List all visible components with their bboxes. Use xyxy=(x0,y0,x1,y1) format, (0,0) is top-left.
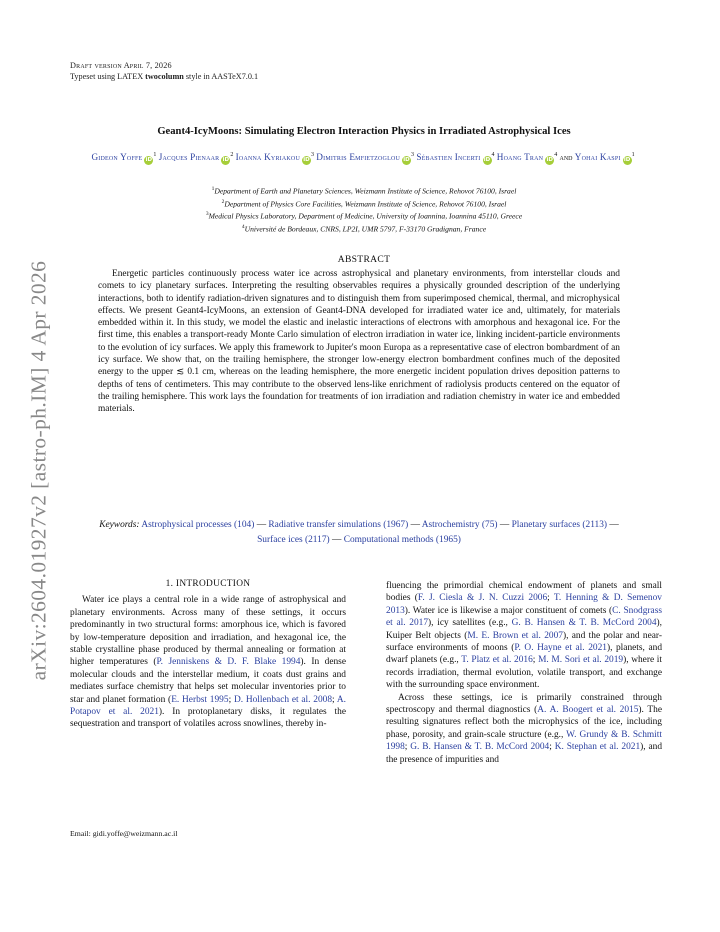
intro-paragraph-1-cont xyxy=(386,580,662,692)
abstract-text: Energetic particles continuously process water ice across astrophysical and planetary environments, from interstellar clouds and comets to icy planetary surfaces. Interpreting the resulting observables requires a physically grounded description of the underlying interactions, both to identify radiation-driven signatures and to distinguish them from superimposed chemical, thermal, and microphysical effects. We present Geant4-IcyMoons, an extension of Geant4-DNA developed for irradiated water ice and, ultimately, for materials embedded within it. In this study, we model the elastic and inelastic interactions of electrons with amorphous and hexagonal ice. For the first time, this enables a transport-ready Monte Carlo simulation of electron irradiation in water ice, linking incident-particle environments to the evolution of icy surfaces. We apply this framework to Jupiter's moon Europa as a representative case of electron bombardment of an icy surface. We show that, on the trailing hemisphere, the stronger low-energy electron bombardment confines much of the deposited energy to the upper ≲ 0.1 cm, whereas on the leading hemisphere, the more energetic incident population drives deposition patterns to depths of tens of centimeters. This may contribute to the observed lens-like enrichment of radiolysis products centered on the equator of the trailing hemisphere. This work lays the foundation for treatments of ion irradiation and radiation chemistry in water ice and embedded materials. xyxy=(98,269,620,415)
draft-date: Draft version April 7, 2026 xyxy=(70,61,172,70)
author-link[interactable]: Hoang Tran xyxy=(496,152,544,163)
citation-link[interactable]: T. Henning & D. Semenov 2013 xyxy=(386,593,662,616)
citation-link[interactable]: G. B. Hansen & T. B. McCord 2004 xyxy=(410,742,550,753)
keyword-link[interactable]: Surface ices (2117) xyxy=(257,535,330,545)
body-text: ), where it records irradiation, thermal evolution, volatile transport, and exchange with the surrounding space environment. xyxy=(386,655,663,691)
author-affiliation-mark: 3 xyxy=(310,152,314,158)
body-text: ; xyxy=(547,593,554,604)
keyword-separator: — xyxy=(497,520,512,530)
orcid-icon[interactable]: iD xyxy=(623,157,631,164)
body-text: ). In dense molecular clouds and the interstellar medium, it coats dust grains and mediates surface chemistry that helps set molecular inventories prior to star and planet formation ( xyxy=(70,657,346,705)
body-text: ), and the presence of impurities and xyxy=(386,742,663,765)
paper-title: Geant4-IcyMoons: Simulating Electron Interaction Physics in Irradiated Astrophysical Ices xyxy=(157,126,571,137)
citation-link[interactable]: K. Stephan et al. 2021 xyxy=(554,742,641,753)
orcid-icon[interactable]: iD xyxy=(483,157,491,164)
body-text: ; xyxy=(228,694,234,705)
author-link[interactable]: Sébastien Incerti xyxy=(416,152,481,163)
affiliation-text: Université de Bordeaux, CNRS, LP2I, UMR 5797, F-33170 Gradignan, France xyxy=(244,224,487,234)
author-link[interactable]: Gideon Yoffe xyxy=(91,152,143,163)
keyword-link[interactable]: Planetary surfaces (2113) xyxy=(511,520,608,530)
citation-link[interactable]: M. M. Sori et al. 2019 xyxy=(538,655,624,666)
citation-link[interactable]: A. Potapov et al. 2021 xyxy=(70,694,347,718)
orcid-icon[interactable]: iD xyxy=(403,157,410,164)
keyword-link[interactable]: Radiative transfer simulations (1967) xyxy=(268,520,409,530)
running-header xyxy=(70,60,258,82)
keyword-link[interactable]: Computational methods (1965) xyxy=(343,535,461,545)
typeset-line: Typeset using LATEX twocolumn style in AASTeX7.0.1 xyxy=(70,72,259,81)
affiliation-list xyxy=(70,184,658,234)
citation-link[interactable]: A. A. Boogert et al. 2015 xyxy=(537,705,639,716)
affiliation-text: Department of Physics Core Facilities, Weizmann Institute of Science, Rehovot 76100, Israel xyxy=(224,199,507,209)
author-link[interactable]: Yohai Kaspi xyxy=(574,152,621,163)
affiliation-line xyxy=(70,184,658,197)
left-column xyxy=(70,578,346,731)
author-link[interactable]: Jacques Pienaar xyxy=(158,152,220,163)
abstract-heading: ABSTRACT xyxy=(337,254,391,265)
author-link[interactable]: Ioanna Kyriakou xyxy=(235,152,300,163)
arxiv-id: arXiv:2604.01927v2 [astro-ph.IM] 4 Apr 2026 xyxy=(26,260,51,680)
keywords-label: Keywords: xyxy=(99,520,140,530)
keyword-link[interactable]: Astrochemistry (75) xyxy=(421,520,498,530)
body-text: ). Water ice is likewise a major constituent of comets ( xyxy=(404,605,613,616)
body-text: ), planets, and dwarf planets (e.g., xyxy=(386,643,663,666)
author-separator: and xyxy=(557,152,575,163)
affiliation-line xyxy=(70,209,658,222)
affiliation-text: Department of Earth and Planetary Sciences, Weizmann Institute of Science, Rehovot 76100, Israel xyxy=(214,186,517,196)
affiliation-mark: 1 xyxy=(211,186,215,192)
corresponding-email: Email: gidi.yoffe@weizmann.ac.il xyxy=(70,829,178,838)
affiliation-mark: 2 xyxy=(221,198,225,205)
intro-paragraph-2 xyxy=(386,692,662,766)
keyword-separator: — xyxy=(329,535,344,545)
citation-link[interactable]: F. J. Ciesla & J. N. Cuzzi 2006 xyxy=(417,593,548,604)
body-text: ), and the polar and near-surface environments of moons ( xyxy=(386,630,662,654)
affiliation-line xyxy=(70,197,658,210)
orcid-icon[interactable]: iD xyxy=(303,157,310,164)
body-text: Water ice plays a central role in a wide range of astrophysical and planetary environments. Across many of these settings, it occurs predominantly in two structural forms: amorphous ice, which is favored by low-temperature deposition and irradiation, and hexagonal ice, the stable crystalline phase produced by thermal annealing or formation at higher temperatures ( xyxy=(70,595,346,668)
affiliation-text: Medical Physics Laboratory, Department of Medicine, University of Ioannina, Ioannina 45110, Greece xyxy=(208,211,523,221)
orcid-icon[interactable]: iD xyxy=(546,157,553,164)
author-affiliation-mark: 4 xyxy=(491,152,495,158)
citation-link[interactable]: P. Jenniskens & D. F. Blake 1994 xyxy=(156,657,301,668)
citation-link[interactable]: D. Hollenbach et al. 2008 xyxy=(233,694,333,705)
body-text: ), Kuiper Belt objects ( xyxy=(386,618,662,641)
body-text: Across these settings, ice is primarily constrained through spectroscopy and thermal diagnostics ( xyxy=(386,692,662,716)
affiliation-mark: 3 xyxy=(205,211,209,218)
affiliation-mark: 4 xyxy=(241,223,245,230)
body-text: fluencing the primordial chemical endowment of planets and small bodies ( xyxy=(386,581,662,604)
intro-paragraph-1 xyxy=(70,594,346,730)
author-affiliation-mark: 2 xyxy=(230,152,234,158)
citation-link[interactable]: G. B. Hansen & T. B. McCord 2004 xyxy=(511,618,657,629)
keyword-separator: — xyxy=(408,520,422,530)
keyword-link[interactable]: Astrophysical processes (104) xyxy=(141,520,255,530)
body-text: ; xyxy=(404,742,411,753)
citation-link[interactable]: P. O. Hayne et al. 2021 xyxy=(514,643,607,654)
keywords-block xyxy=(98,518,620,548)
citation-link[interactable]: W. Grundy & B. Schmitt 1998 xyxy=(386,729,662,753)
citation-link[interactable]: C. Snodgrass et al. 2017 xyxy=(386,605,663,629)
author-link[interactable]: Dimitris Emfietzoglou xyxy=(316,152,401,163)
affiliation-line xyxy=(70,222,658,235)
author-affiliation-mark: 1 xyxy=(631,152,635,158)
body-text: ; xyxy=(532,655,539,666)
body-text: ). In protoplanetary disks, it regulates the sequestration and transport of volatiles across snowlines, thereby in- xyxy=(70,707,347,730)
body-text: ; xyxy=(332,694,337,705)
arxiv-stamp xyxy=(22,240,56,700)
author-affiliation-mark: 3 xyxy=(411,152,415,158)
citation-link[interactable]: E. Herbst 1995 xyxy=(171,694,229,705)
author-affiliation-mark: 1 xyxy=(153,152,157,158)
body-text: ), icy satellites (e.g., xyxy=(428,618,512,629)
author-list xyxy=(64,148,662,165)
right-column xyxy=(386,580,662,766)
orcid-icon[interactable]: iD xyxy=(222,157,230,164)
orcid-icon[interactable]: iD xyxy=(145,157,153,164)
author-affiliation-mark: 4 xyxy=(554,152,558,158)
body-text: ). The resulting signatures reflect both the microphysics of the ice, including phase, porosity, and grain-scale structure (e.g., xyxy=(386,705,662,740)
keyword-separator: — xyxy=(254,520,269,530)
body-text: ; xyxy=(549,742,555,753)
citation-link[interactable]: M. E. Brown et al. 2007 xyxy=(467,630,563,641)
keyword-separator: — xyxy=(607,520,619,530)
citation-link[interactable]: T. Platz et al. 2016 xyxy=(461,655,533,666)
section-heading-introduction: 1. INTRODUCTION xyxy=(165,579,251,589)
